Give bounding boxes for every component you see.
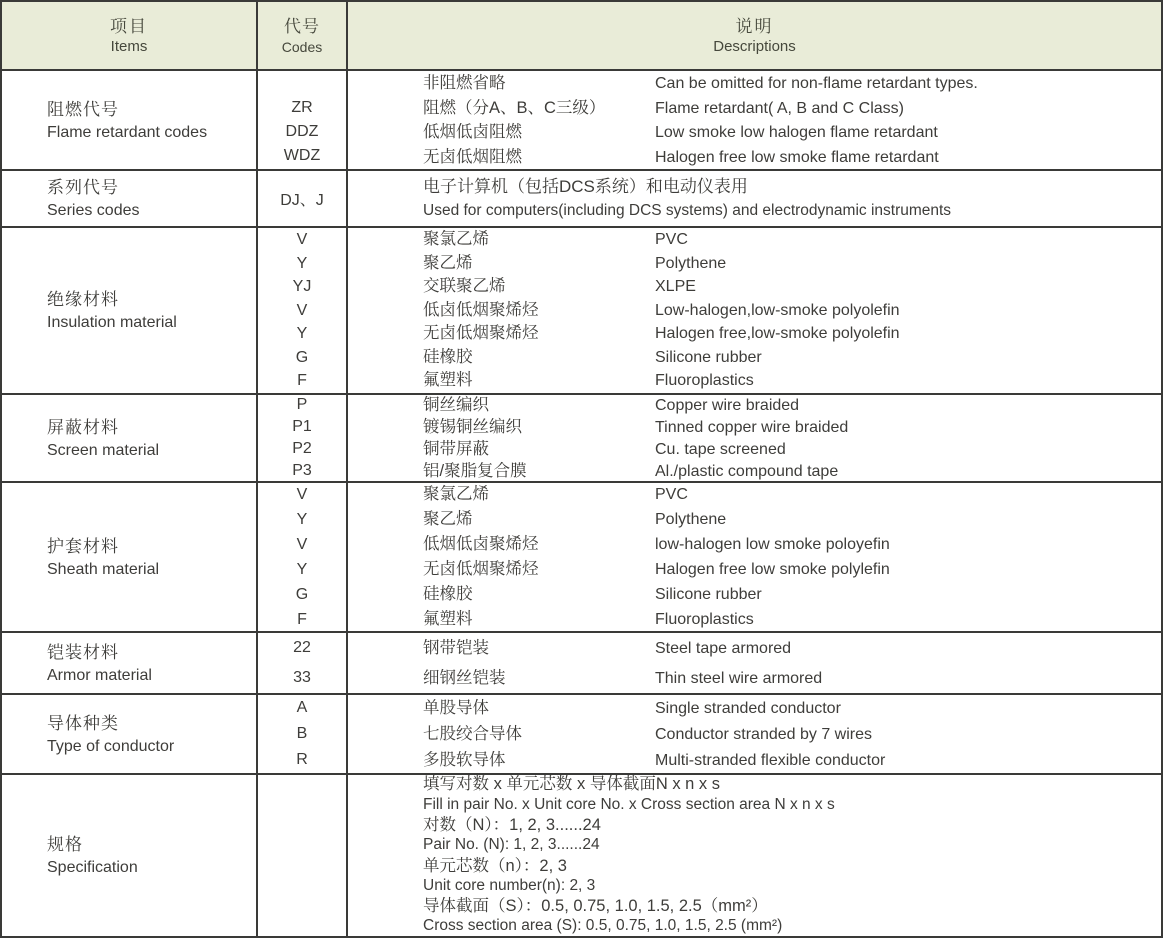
description-line — [423, 438, 1153, 460]
description-zh: 单股导体 — [423, 699, 489, 717]
description-en: Fill in pair No. x Unit core No. x Cross section area N x n x s — [423, 795, 835, 813]
item-label-zh: 阻燃代号 — [47, 99, 119, 119]
description-line — [423, 346, 1153, 370]
code-value: P2 — [292, 440, 312, 457]
description-zh: 对数（N）：1, 2, 3......24 — [423, 815, 601, 834]
header-codes-label-zh: 代号 — [284, 16, 320, 36]
description-line — [423, 96, 1153, 121]
item-label-zh: 规格 — [47, 835, 83, 854]
description-line — [423, 483, 1153, 507]
item-cell — [2, 228, 258, 393]
description-line — [423, 228, 1153, 252]
item-label-zh: 系列代号 — [47, 178, 119, 197]
header-descriptions-label-zh: 说明 — [735, 16, 774, 36]
description-en: low-halogen low smoke poloyefin — [655, 536, 890, 553]
code-value: Y — [296, 561, 308, 578]
description-en: XLPE — [655, 278, 696, 296]
item-cell — [2, 71, 258, 169]
table-row — [2, 393, 1161, 481]
description-cell — [348, 633, 1161, 693]
code-value: 33 — [293, 669, 311, 686]
description-en: Steel tape armored — [655, 640, 792, 657]
header-items-label-zh: 项目 — [110, 16, 148, 36]
description-cell — [348, 71, 1161, 169]
header-descriptions-label-en: Descriptions — [713, 37, 796, 55]
description-line — [423, 663, 1153, 693]
description-line — [423, 695, 1153, 721]
code-value: V — [296, 231, 308, 249]
description-zh: 氟塑料 — [423, 371, 473, 390]
description-zh: 聚氯乙烯 — [423, 230, 489, 249]
code-value: P3 — [292, 462, 312, 479]
description-line — [423, 557, 1153, 582]
code-cell — [258, 775, 348, 936]
description-en: PVC — [655, 486, 688, 503]
code-cell — [258, 228, 348, 393]
table-row — [2, 69, 1161, 169]
code-cell — [258, 633, 348, 693]
code-cell — [258, 483, 348, 631]
item-label-zh: 护套材料 — [47, 536, 119, 556]
item-cell — [2, 695, 258, 773]
description-cell — [348, 395, 1161, 481]
code-value: Y — [296, 511, 308, 528]
description-line — [423, 721, 1153, 747]
code-value: V — [296, 301, 308, 319]
description-zh: 填写对数 x 单元芯数 x 导体截面N x n x s — [423, 775, 721, 794]
description-zh: 交联聚乙烯 — [423, 277, 506, 296]
code-cell — [258, 71, 348, 169]
description-en: Halogen free low smoke polylefin — [655, 561, 890, 578]
code-value: P — [296, 396, 308, 413]
description-zh: 钢带铠装 — [423, 639, 489, 657]
item-label-zh: 铠装材料 — [47, 642, 119, 662]
code-value: A — [296, 699, 308, 716]
description-en: Conductor stranded by 7 wires — [655, 726, 872, 743]
description-zh: 阻燃（分A、B、C三级） — [423, 98, 606, 117]
description-line — [423, 299, 1153, 323]
table-row — [2, 169, 1161, 226]
code-value: B — [296, 725, 308, 742]
code-value: G — [295, 586, 309, 603]
header-items-label-en: Items — [110, 37, 148, 55]
code-value: F — [297, 611, 307, 628]
item-label-en: Specification — [47, 859, 138, 876]
description-en: Pair No. (N): 1, 2, 3......24 — [423, 836, 600, 854]
description-en: Copper wire braided — [655, 397, 800, 414]
header-descriptions-cell — [348, 2, 1161, 69]
table-row — [2, 226, 1161, 393]
item-label-en: Flame retardant codes — [47, 123, 208, 141]
description-cell — [348, 171, 1161, 226]
item-label-en: Insulation material — [47, 314, 177, 331]
code-cell — [258, 171, 348, 226]
description-line — [423, 633, 1153, 663]
description-cell — [348, 775, 1161, 936]
code-value: 22 — [293, 639, 311, 656]
description-line — [423, 582, 1153, 607]
item-label-en: Armor material — [47, 666, 152, 684]
description-en: Can be omitted for non-flame retardant types. — [655, 75, 978, 92]
description-en: Silicone rubber — [655, 348, 762, 366]
code-value: YJ — [292, 278, 312, 296]
description-line — [423, 395, 1153, 416]
description-zh: 电子计算机（包括DCS系统）和电动仪表用 — [423, 176, 748, 196]
description-cell — [348, 483, 1161, 631]
header-items-cell — [2, 2, 258, 69]
description-zh: 铜丝编织 — [423, 396, 489, 414]
code-value: Y — [296, 325, 308, 343]
table-row — [2, 693, 1161, 773]
description-en: Cross section area (S): 0.5, 0.75, 1.0, 1.5, 2.5 (mm²) — [423, 917, 783, 935]
description-line — [423, 507, 1153, 532]
description-line — [423, 607, 1153, 631]
description-line — [423, 275, 1153, 299]
header-codes-cell — [258, 2, 348, 69]
description-line — [423, 460, 1153, 481]
description-en: Polythene — [655, 254, 727, 272]
description-en: Flame retardant( A, B and C Class) — [655, 99, 904, 117]
item-label-en: Screen material — [47, 441, 160, 459]
code-value: DDZ — [285, 123, 319, 140]
table-row — [2, 773, 1161, 936]
description-en: Fluoroplastics — [655, 611, 754, 628]
description-line — [423, 532, 1153, 557]
table-header-row — [2, 2, 1161, 69]
code-value: P1 — [292, 418, 312, 435]
table-row — [2, 481, 1161, 631]
item-cell — [2, 395, 258, 481]
item-label-en: Series codes — [47, 202, 140, 219]
description-zh: 低卤低烟聚烯烃 — [423, 300, 539, 319]
description-en: Al./plastic compound tape — [655, 463, 839, 480]
description-en: Unit core number(n): 2, 3 — [423, 876, 596, 894]
description-zh: 聚乙烯 — [423, 510, 473, 528]
description-zh: 导体截面（S）：0.5, 0.75, 1.0, 1.5, 2.5（mm²） — [423, 897, 768, 916]
description-zh: 铜带屏蔽 — [423, 440, 489, 458]
description-zh: 无卤低烟阻燃 — [423, 147, 522, 166]
description-en: Tinned copper wire braided — [655, 419, 849, 436]
description-line — [423, 416, 1153, 438]
item-cell — [2, 171, 258, 226]
code-value: F — [297, 372, 307, 390]
code-value: ZR — [291, 99, 313, 116]
description-zh: 硅橡胶 — [423, 347, 473, 366]
item-label-zh: 屏蔽材料 — [47, 417, 119, 437]
item-label-en: Type of conductor — [47, 737, 175, 755]
description-zh: 细钢丝铠装 — [423, 669, 506, 687]
description-en: Thin steel wire armored — [655, 670, 823, 687]
description-zh: 镀锡铜丝编织 — [423, 418, 522, 436]
description-zh: 硅橡胶 — [423, 585, 473, 603]
description-line — [423, 369, 1153, 393]
item-label-en: Sheath material — [47, 560, 160, 578]
description-line — [423, 252, 1153, 276]
code-value — [258, 72, 346, 96]
description-zh: 低烟低卤阻燃 — [423, 123, 522, 141]
item-cell — [2, 483, 258, 631]
item-label-zh: 导体种类 — [47, 713, 119, 733]
description-en: Fluoroplastics — [655, 372, 754, 390]
code-value: V — [296, 486, 308, 503]
description-zh: 低烟低卤聚烯烃 — [423, 535, 539, 553]
description-zh: 无卤低烟聚烯烃 — [423, 560, 539, 578]
description-cell — [348, 695, 1161, 773]
description-en: Halogen free,low-smoke polyolefin — [655, 325, 900, 343]
code-value: R — [296, 751, 308, 768]
description-en: Single stranded conductor — [655, 700, 841, 717]
description-en: Silicone rubber — [655, 586, 762, 603]
description-zh: 铝/聚脂复合膜 — [423, 462, 527, 480]
description-zh: 单元芯数（n）：2, 3 — [423, 856, 567, 875]
description-zh: 非阻燃省略 — [423, 74, 506, 92]
code-value: V — [296, 536, 308, 553]
description-line — [423, 71, 1153, 96]
description-line — [423, 145, 1153, 170]
description-cell — [348, 228, 1161, 393]
code-value: Y — [296, 254, 308, 272]
description-zh: 无卤低烟聚烯烃 — [423, 324, 539, 343]
table-row — [2, 631, 1161, 693]
code-value: G — [295, 348, 309, 366]
description-zh: 多股软导体 — [423, 751, 506, 769]
description-line — [423, 322, 1153, 346]
description-en: Low-halogen,low-smoke polyolefin — [655, 301, 900, 319]
description-line — [423, 747, 1153, 773]
description-en: PVC — [655, 231, 688, 249]
description-zh: 氟塑料 — [423, 610, 473, 628]
description-en: Polythene — [655, 511, 727, 528]
item-cell — [2, 633, 258, 693]
description-zh: 聚氯乙烯 — [423, 485, 489, 503]
description-en: Multi-stranded flexible conductor — [655, 752, 886, 769]
description-zh: 聚乙烯 — [423, 253, 473, 272]
code-value: WDZ — [283, 147, 321, 164]
description-en: Cu. tape screened — [655, 441, 786, 458]
description-en: Halogen free low smoke flame retardant — [655, 148, 939, 166]
code-cell — [258, 695, 348, 773]
item-label-zh: 绝缘材料 — [47, 290, 119, 309]
description-en: Used for computers(including DCS systems) and electrodynamic instruments — [423, 201, 952, 219]
description-en: Low smoke low halogen flame retardant — [655, 124, 938, 141]
item-cell — [2, 775, 258, 936]
header-codes-label-en: Codes — [281, 38, 323, 55]
description-line — [423, 120, 1153, 145]
code-value: DJ、J — [280, 191, 324, 209]
code-cell — [258, 395, 348, 481]
description-zh: 七股绞合导体 — [423, 725, 522, 743]
